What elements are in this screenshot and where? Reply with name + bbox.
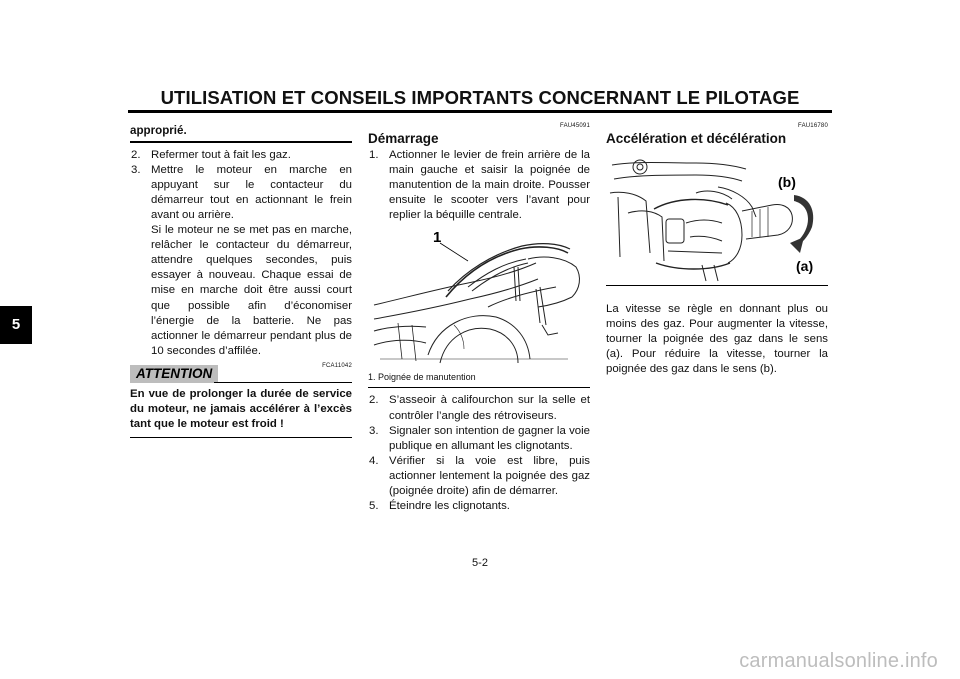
column-2 — [368, 122, 590, 514]
attention-header — [130, 365, 352, 387]
page-title: UTILISATION ET CONSEILS IMPORTANTS CONCERNANT LE PILOTAGE — [160, 87, 800, 108]
step-number: 2. — [369, 394, 379, 407]
column-1 — [130, 123, 352, 438]
chapter-tab: 5 — [0, 306, 32, 344]
step-text: Refermer tout à fait les gaz. — [151, 148, 291, 161]
step-number: 5. — [369, 500, 379, 513]
step-number: 3. — [369, 424, 379, 437]
attention-badge: ATTENTION — [130, 365, 218, 383]
section-heading: Démarrage — [368, 131, 439, 146]
continued-text: approprié. — [130, 124, 187, 137]
note-paragraph: Si le moteur ne se met pas en marche, relâcher le contacteur du démarreur, attendre quelques secondes, puis essayer à nouveau. Chaque essai de mise en marche doit être aussi court que possible afin d’économiser l’énergie de la batterie. Ne pas actionner le démarreur pendant plus de 10 secondes d’affilée. — [151, 224, 352, 357]
attention-text: En vue de prolonger la durée de service du moteur, ne jamais accélérer à l’excès tant que le moteur est froid ! — [130, 387, 352, 431]
step-number: 2. — [131, 148, 141, 161]
step-number: 4. — [369, 454, 379, 467]
attention-end-rule — [130, 437, 352, 439]
caption-rule — [368, 387, 590, 388]
title-rule — [128, 110, 832, 113]
direction-label-a: (a) — [796, 258, 814, 274]
throttle-grip-illustration — [606, 153, 828, 283]
step-text: Signaler son intention de gagner la voie publique en allumant les clignotants. — [389, 424, 590, 452]
body-paragraph: La vitesse se règle en donnant plus ou moins des gaz. Pour augmenter la vitesse, tourner la poignée des gaz dans le sens (a). Pour réduire la vitesse, tourner la poignée des gaz dans le sens (b). — [606, 303, 828, 376]
figure-rule — [606, 285, 828, 286]
figure-callout: 1 — [433, 229, 442, 247]
step-text: Éteindre les clignotants. — [389, 500, 510, 513]
step-1 — [368, 148, 590, 223]
section-code: FAU45091 — [560, 123, 590, 129]
attention-rule — [214, 382, 352, 384]
step-3 — [130, 163, 352, 223]
step-2 — [368, 393, 590, 423]
step-text: S’asseoir à califourchon sur la selle et contrôler l’angle des rétroviseurs. — [389, 394, 590, 422]
step-text: Vérifier si la voie est libre, puis actionner lentement la poignée des gaz (poignée droite) afin de démarrer. — [389, 454, 590, 498]
step-3 — [368, 424, 590, 454]
step-text: Actionner le levier de frein arrière de la main gauche et saisir la poignée de manutention de la main droite. Pousser ensuite le scooter vers l’avant pour replier la béquille centrale. — [389, 149, 590, 222]
figure-caption: 1. Poignée de manutention — [368, 372, 476, 383]
step-5 — [368, 499, 590, 514]
page-number: 5-2 — [472, 557, 488, 569]
attention-code: FCA11042 — [322, 362, 352, 369]
section-rule — [130, 141, 352, 143]
scooter-figure — [368, 227, 590, 368]
step-number: 1. — [369, 149, 379, 161]
step-number: 3. — [131, 163, 141, 176]
scooter-rear-illustration — [368, 227, 590, 368]
throttle-figure — [606, 153, 828, 283]
section-heading: Accélération et décélération — [606, 131, 787, 146]
direction-label-b: (b) — [778, 174, 796, 190]
step-2 — [130, 148, 352, 163]
column-3 — [606, 122, 828, 377]
watermark: carmanualsonline.info — [739, 650, 938, 672]
step-text: Mettre le moteur en marche en appuyant sur le contacteur du démarreur tout en actionnant le frein avant ou arrière. — [151, 163, 352, 221]
section-code: FAU16780 — [798, 123, 828, 129]
step-4 — [368, 454, 590, 499]
